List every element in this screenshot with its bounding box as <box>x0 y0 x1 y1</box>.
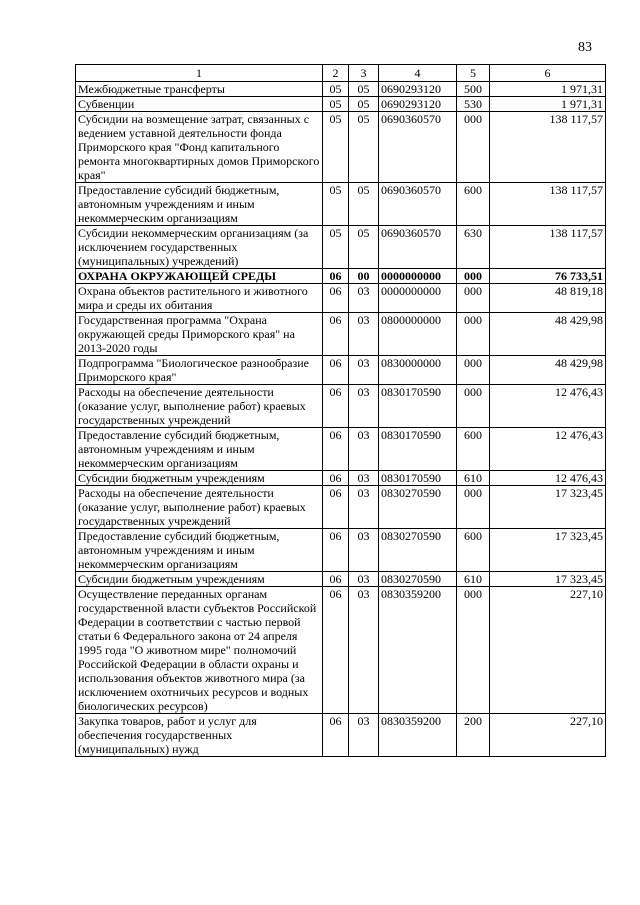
amount-cell: 138 117,57 <box>490 183 606 226</box>
table-header-row <box>76 65 606 82</box>
table-row <box>76 486 606 529</box>
subsection-code-cell: 03 <box>349 572 379 587</box>
row-name-cell: Осуществление переданных органам государственной власти субъектов Российской Федерации в соответствии с частью первой статьи 6 Федерального закона от 24 апреля 1995 года "О животном мире" полномочий Российской Федерации в области охраны и использования объектов животного мира (за исключением охотничьих ресурсов и водных биологических ресурсов) <box>76 587 323 714</box>
row-name-cell: Субсидии некоммерческим организациям (за исключением государственных (муниципальных) учреждений) <box>76 226 323 269</box>
expense-type-cell: 600 <box>457 428 490 471</box>
subsection-code-cell: 03 <box>349 587 379 714</box>
target-article-cell: 0830270590 <box>379 529 457 572</box>
column-header: 6 <box>490 65 606 82</box>
expense-type-cell: 000 <box>457 284 490 313</box>
amount-cell: 17 323,45 <box>490 486 606 529</box>
amount-cell: 227,10 <box>490 587 606 714</box>
target-article-cell: 0690360570 <box>379 183 457 226</box>
row-name-cell: Расходы на обеспечение деятельности (оказание услуг, выполнение работ) краевых государственных учреждений <box>76 486 323 529</box>
table-row <box>76 529 606 572</box>
target-article-cell: 0830170590 <box>379 385 457 428</box>
expense-type-cell: 610 <box>457 572 490 587</box>
target-article-cell: 0830000000 <box>379 356 457 385</box>
section-code-cell: 06 <box>323 714 349 757</box>
row-name-cell: ОХРАНА ОКРУЖАЮЩЕЙ СРЕДЫ <box>76 269 323 284</box>
table-row <box>76 587 606 714</box>
table-row <box>76 313 606 356</box>
row-name-cell: Государственная программа "Охрана окружающей среды Приморского края" на 2013-2020 годы <box>76 313 323 356</box>
expense-type-cell: 000 <box>457 385 490 428</box>
amount-cell: 138 117,57 <box>490 226 606 269</box>
table-row <box>76 269 606 284</box>
row-name-cell: Закупка товаров, работ и услуг для обеспечения государственных (муниципальных) нужд <box>76 714 323 757</box>
target-article-cell: 0690360570 <box>379 226 457 269</box>
amount-cell: 17 323,45 <box>490 572 606 587</box>
target-article-cell: 0830170590 <box>379 471 457 486</box>
target-article-cell: 0000000000 <box>379 284 457 313</box>
section-code-cell: 05 <box>323 97 349 112</box>
subsection-code-cell: 03 <box>349 428 379 471</box>
subsection-code-cell: 05 <box>349 226 379 269</box>
target-article-cell: 0830170590 <box>379 428 457 471</box>
table-row <box>76 428 606 471</box>
subsection-code-cell: 05 <box>349 112 379 183</box>
expense-type-cell: 610 <box>457 471 490 486</box>
section-code-cell: 06 <box>323 587 349 714</box>
row-name-cell: Охрана объектов растительного и животного мира и среды их обитания <box>76 284 323 313</box>
subsection-code-cell: 00 <box>349 269 379 284</box>
column-header: 3 <box>349 65 379 82</box>
row-name-cell: Предоставление субсидий бюджетным, автономным учреждениям и иным некоммерческим организациям <box>76 529 323 572</box>
budget-table <box>75 64 606 757</box>
target-article-cell: 0830270590 <box>379 486 457 529</box>
target-article-cell: 0690360570 <box>379 112 457 183</box>
target-article-cell: 0000000000 <box>379 269 457 284</box>
row-name-cell: Субсидии бюджетным учреждениям <box>76 471 323 486</box>
table-row <box>76 572 606 587</box>
expense-type-cell: 000 <box>457 486 490 529</box>
amount-cell: 76 733,51 <box>490 269 606 284</box>
amount-cell: 138 117,57 <box>490 112 606 183</box>
column-header: 4 <box>379 65 457 82</box>
table-row <box>76 97 606 112</box>
row-name-cell: Субсидии бюджетным учреждениям <box>76 572 323 587</box>
table-row <box>76 226 606 269</box>
table-body <box>76 82 606 757</box>
table-row <box>76 471 606 486</box>
target-article-cell: 0830270590 <box>379 572 457 587</box>
amount-cell: 48 819,18 <box>490 284 606 313</box>
row-name-cell: Субсидии на возмещение затрат, связанных с ведением уставной деятельности фонда Приморского края "Фонд капитального ремонта многоквартирных домов Приморского края" <box>76 112 323 183</box>
section-code-cell: 06 <box>323 356 349 385</box>
subsection-code-cell: 05 <box>349 82 379 97</box>
section-code-cell: 06 <box>323 529 349 572</box>
page-number: 83 <box>578 40 592 55</box>
section-code-cell: 05 <box>323 183 349 226</box>
amount-cell: 1 971,31 <box>490 97 606 112</box>
column-header: 5 <box>457 65 490 82</box>
row-name-cell: Подпрограмма "Биологическое разнообразие Приморского края" <box>76 356 323 385</box>
section-code-cell: 06 <box>323 269 349 284</box>
column-header: 2 <box>323 65 349 82</box>
expense-type-cell: 200 <box>457 714 490 757</box>
amount-cell: 17 323,45 <box>490 529 606 572</box>
section-code-cell: 05 <box>323 82 349 97</box>
target-article-cell: 0800000000 <box>379 313 457 356</box>
section-code-cell: 05 <box>323 226 349 269</box>
subsection-code-cell: 03 <box>349 284 379 313</box>
section-code-cell: 06 <box>323 313 349 356</box>
target-article-cell: 0690293120 <box>379 82 457 97</box>
expense-type-cell: 000 <box>457 356 490 385</box>
row-name-cell: Межбюджетные трансферты <box>76 82 323 97</box>
table-row <box>76 183 606 226</box>
subsection-code-cell: 03 <box>349 313 379 356</box>
amount-cell: 12 476,43 <box>490 385 606 428</box>
section-code-cell: 06 <box>323 284 349 313</box>
amount-cell: 48 429,98 <box>490 313 606 356</box>
amount-cell: 1 971,31 <box>490 82 606 97</box>
target-article-cell: 0690293120 <box>379 97 457 112</box>
row-name-cell: Предоставление субсидий бюджетным, автономным учреждениям и иным некоммерческим организациям <box>76 428 323 471</box>
section-code-cell: 06 <box>323 428 349 471</box>
expense-type-cell: 000 <box>457 313 490 356</box>
table-row <box>76 385 606 428</box>
subsection-code-cell: 05 <box>349 97 379 112</box>
section-code-cell: 06 <box>323 471 349 486</box>
subsection-code-cell: 03 <box>349 356 379 385</box>
table-row <box>76 714 606 757</box>
subsection-code-cell: 03 <box>349 385 379 428</box>
amount-cell: 12 476,43 <box>490 428 606 471</box>
expense-type-cell: 000 <box>457 112 490 183</box>
amount-cell: 48 429,98 <box>490 356 606 385</box>
expense-type-cell: 600 <box>457 529 490 572</box>
section-code-cell: 05 <box>323 112 349 183</box>
expense-type-cell: 630 <box>457 226 490 269</box>
section-code-cell: 06 <box>323 385 349 428</box>
table-row <box>76 112 606 183</box>
amount-cell: 227,10 <box>490 714 606 757</box>
subsection-code-cell: 03 <box>349 471 379 486</box>
column-header: 1 <box>76 65 323 82</box>
section-code-cell: 06 <box>323 572 349 587</box>
target-article-cell: 0830359200 <box>379 714 457 757</box>
table-row <box>76 284 606 313</box>
expense-type-cell: 000 <box>457 269 490 284</box>
row-name-cell: Предоставление субсидий бюджетным, автономным учреждениям и иным некоммерческим организациям <box>76 183 323 226</box>
subsection-code-cell: 03 <box>349 529 379 572</box>
subsection-code-cell: 03 <box>349 486 379 529</box>
target-article-cell: 0830359200 <box>379 587 457 714</box>
amount-cell: 12 476,43 <box>490 471 606 486</box>
expense-type-cell: 530 <box>457 97 490 112</box>
expense-type-cell: 600 <box>457 183 490 226</box>
expense-type-cell: 500 <box>457 82 490 97</box>
table-row <box>76 82 606 97</box>
section-code-cell: 06 <box>323 486 349 529</box>
row-name-cell: Расходы на обеспечение деятельности (оказание услуг, выполнение работ) краевых государственных учреждений <box>76 385 323 428</box>
subsection-code-cell: 05 <box>349 183 379 226</box>
subsection-code-cell: 03 <box>349 714 379 757</box>
expense-type-cell: 000 <box>457 587 490 714</box>
table-row <box>76 356 606 385</box>
row-name-cell: Субвенции <box>76 97 323 112</box>
